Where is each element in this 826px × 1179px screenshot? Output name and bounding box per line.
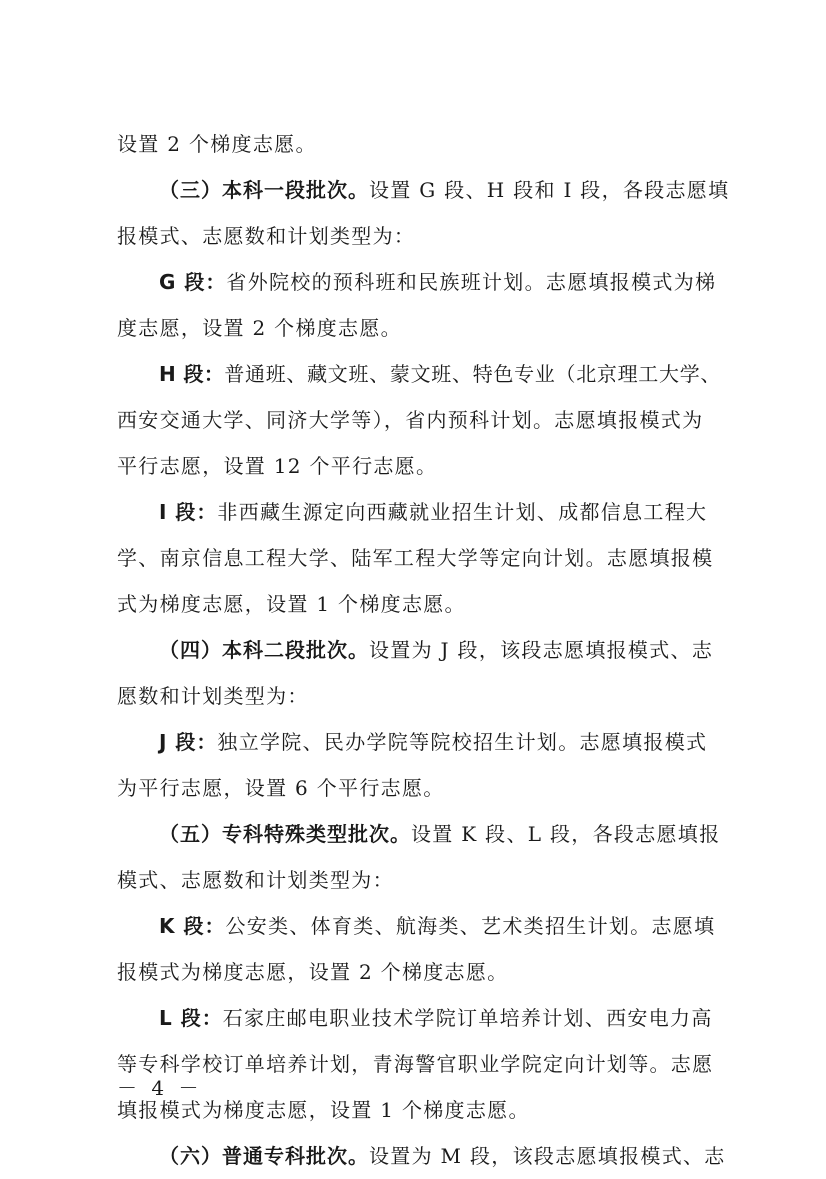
page-number: － 4 － xyxy=(117,1076,203,1100)
text-line-21: 等专科学校订单培养计划，青海警官职业学院定向计划等。志愿 xyxy=(117,1052,714,1076)
document-body xyxy=(117,121,729,1179)
heading-batch-5: （五）专科特殊类型批次。设置 K 段、L 段，各段志愿填报 xyxy=(159,822,721,846)
segment-g: G 段：省外院校的预科班和民族班计划。志愿填报模式为梯 xyxy=(159,270,717,294)
text-line-19: 报模式为梯度志愿，设置 2 个梯度志愿。 xyxy=(117,960,509,984)
text-line-15: 为平行志愿，设置 6 个平行志愿。 xyxy=(117,776,445,800)
segment-j: J 段：独立学院、民办学院等院校招生计划。志愿填报模式 xyxy=(159,730,708,754)
text-line-8: 平行志愿，设置 12 个平行志愿。 xyxy=(117,454,438,478)
segment-k: K 段：公安类、体育类、航海类、艺术类招生计划。志愿填 xyxy=(159,914,716,938)
text-line-11: 式为梯度志愿，设置 1 个梯度志愿。 xyxy=(117,592,466,616)
segment-h: H 段：普通班、藏文班、蒙文班、特色专业（北京理工大学、 xyxy=(159,362,722,386)
heading-batch-4: （四）本科二段批次。设置为 J 段，该段志愿填报模式、志 xyxy=(159,638,714,662)
text-line-17: 模式、志愿数和计划类型为： xyxy=(117,868,394,892)
heading-batch-3: （三）本科一段批次。设置 G 段、H 段和 I 段，各段志愿填 xyxy=(159,178,730,202)
text-line-10: 学、南京信息工程大学、陆军工程大学等定向计划。志愿填报模 xyxy=(117,546,714,570)
text-line-7: 西安交通大学、同济大学等），省内预科计划。志愿填报模式为 xyxy=(117,408,704,432)
text-line-13: 愿数和计划类型为： xyxy=(117,684,309,708)
text-line-22: 填报模式为梯度志愿，设置 1 个梯度志愿。 xyxy=(117,1098,530,1122)
heading-batch-6: （六）普通专科批次。设置为 M 段，该段志愿填报模式、志 xyxy=(159,1144,726,1168)
text-line-3: 报模式、志愿数和计划类型为： xyxy=(117,224,416,248)
segment-i: I 段：非西藏生源定向西藏就业招生计划、成都信息工程大 xyxy=(159,500,708,524)
text-line-1: 设置 2 个梯度志愿。 xyxy=(117,132,317,156)
segment-l: L 段：石家庄邮电职业技术学院订单培养计划、西安电力高 xyxy=(159,1006,713,1030)
text-line-5: 度志愿，设置 2 个梯度志愿。 xyxy=(117,316,402,340)
